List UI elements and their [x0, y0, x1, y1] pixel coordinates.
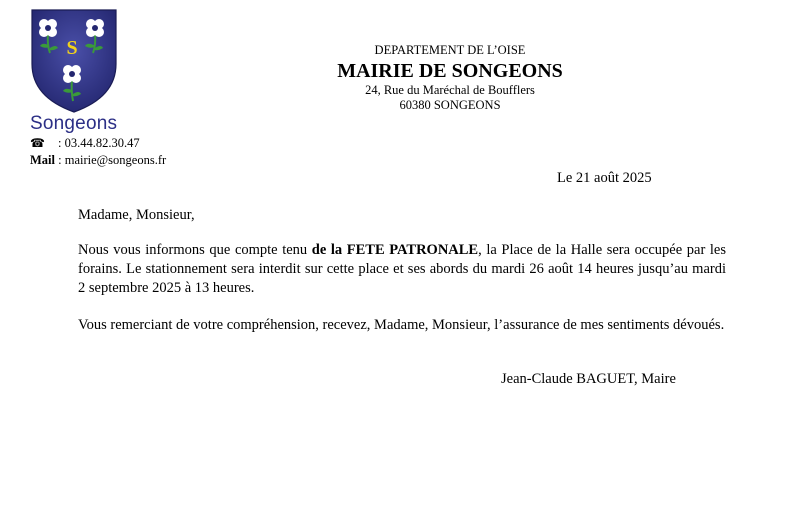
department-label: DEPARTEMENT DE L’OISE	[374, 43, 526, 57]
telephone-icon: ☎	[30, 136, 45, 150]
address-line-1: 24, Rue du Maréchal de Boufflers	[365, 83, 535, 97]
mairie-title: MAIRIE DE SONGEONS	[337, 60, 563, 82]
mail-label: Mail	[30, 153, 55, 167]
body-paragraph-2: Vous remerciant de votre compréhension, recevez, Madame, Monsieur, l’assurance de mes sentiments dévoués.	[78, 317, 725, 333]
phone-number: : 03.44.82.30.47	[58, 136, 140, 150]
letterhead	[300, 42, 600, 113]
contact-phone	[30, 136, 140, 151]
town-name: Songeons	[30, 113, 118, 134]
body-paragraph-1	[78, 241, 726, 298]
coat-of-arms-logo	[31, 9, 117, 113]
paragraph-1-end: , la Place de la Halle sera occupée par les forains. Le stationnement sera interdit sur cette place et ses abords du mardi 26 août 14 heures jusqu’au mardi 2 septembre 2025 à 13 heures.	[78, 242, 726, 296]
address-line-2: 60380 SONGEONS	[399, 98, 501, 112]
contact-mail	[30, 153, 166, 168]
paragraph-1-start: Nous vous informons que compte tenu	[78, 242, 312, 258]
salutation: Madame, Monsieur,	[78, 207, 195, 223]
mail-address: : mairie@songeons.fr	[55, 153, 167, 167]
signature: Jean-Claude BAGUET, Maire	[501, 371, 676, 387]
event-name: de la FETE PATRONALE	[311, 242, 479, 258]
crest-letter: S	[66, 37, 78, 59]
letter-date: Le 21 août 2025	[557, 170, 652, 186]
